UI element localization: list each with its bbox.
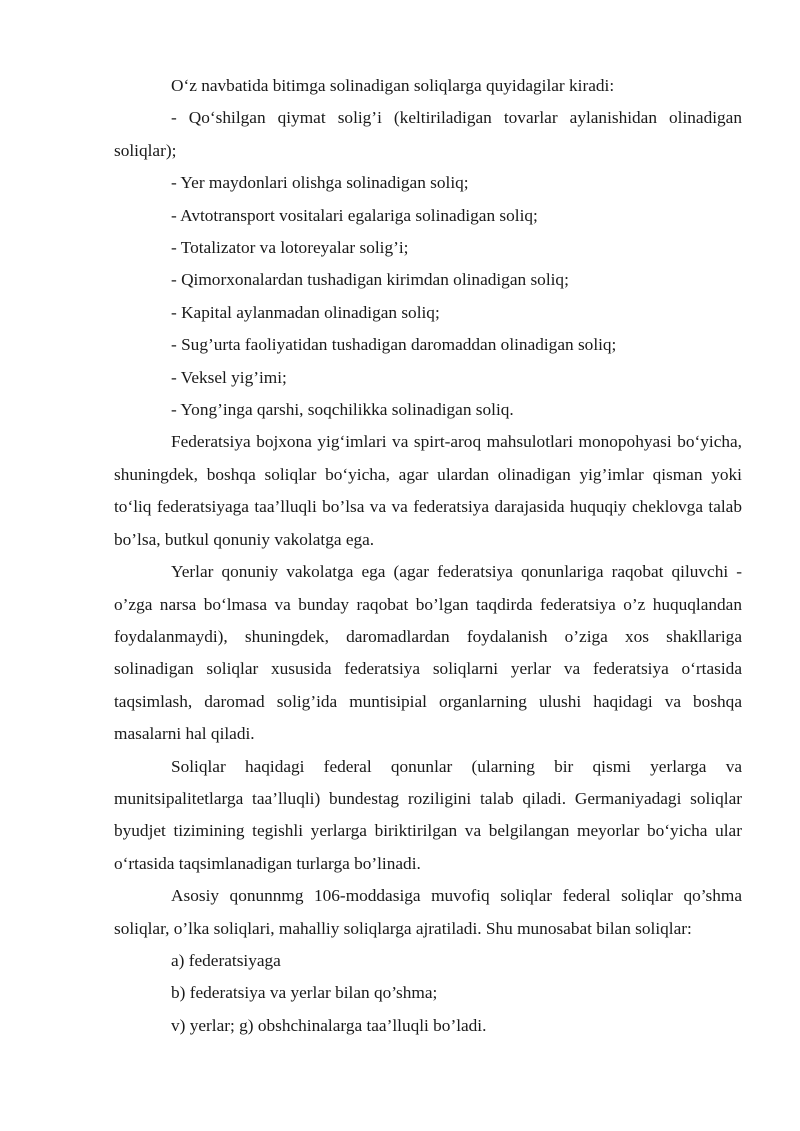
list-item: - Veksel yig’imi; xyxy=(171,367,287,387)
list-item: - Totalizator va lotoreyalar solig’i; xyxy=(171,238,409,258)
list-item: v) yerlar; g) obshchinalarga taa’lluqli bo’ladi. xyxy=(171,1015,487,1035)
body-paragraph: Asosiy qonunnmg 106-moddasiga muvofiq soliqlar federal soliqlar qo’shma soliqlar, o’lka soliqlari, mahalliy soliqlarga ajratiladi. Shu munosabat bilan soliqlar: xyxy=(114,886,742,938)
list-item: - Qimorxonalardan tushadigan kirimdan olinadigan soliq; xyxy=(171,270,569,290)
body-paragraph: Yerlar qonuniy vakolatga ega (agar federatsiya qonunlariga raqobat qiluvchi - o’zga narsa bo‘lmasa va bunday raqobat bo’lgan taqdirda federatsiya o’z huquqlandan foydalanmaydi), shuningdek, daromadlardan foydalanish o’ziga xos shakllariga solinadigan soliqlar xususida federatsiya soliqlarni yerlar va federatsiya o‘rtasida taqsimlash, daromad solig’ida muntisipial organlarning ulushi haqidagi va boshqa masalarni hal qiladi. xyxy=(114,562,742,744)
list-item: - Qo‘shilgan qiymat solig’i (keltiriladigan tovarlar aylanishidan olinadigan soliqlar); xyxy=(114,108,742,160)
intro-paragraph: O‘z navbatida bitimga solinadigan soliqlarga quyidagilar kiradi: xyxy=(171,76,615,95)
list-item: a) federatsiyaga xyxy=(171,950,281,970)
body-paragraph: Federatsiya bojxona yig‘imlari va spirt-aroq mahsulotlari monopohyasi bo‘yicha, shuningdek, boshqa soliqlar bo‘yicha, agar ulardan olinadigan yig’imlar qisman yoki to‘liq federatsiyaga taa’lluqli bo’lsa va va federatsiya darajasida huquqiy cheklovga talab bo’lsa, butkul qonuniy vakolatga ega. xyxy=(114,432,742,549)
list-item: b) federatsiya va yerlar bilan qo’shma; xyxy=(171,983,438,1003)
list-item: - Sug’urta faoliyatidan tushadigan daromaddan olinadigan soliq; xyxy=(171,335,617,355)
document-page xyxy=(114,70,742,1042)
list-item: - Yong’inga qarshi, soqchilikka solinadigan soliq. xyxy=(171,400,514,420)
list-item: - Yer maydonlari olishga solinadigan soliq; xyxy=(171,173,469,193)
list-item: - Kapital aylanmadan olinadigan soliq; xyxy=(171,302,440,322)
body-paragraph: Soliqlar haqidagi federal qonunlar (ularning bir qismi yerlarga va munitsipalitetlarga taa’lluqli) bundestag roziligini talab qiladi. Germaniyadagi soliqlar byudjet tizimining tegishli yerlarga biriktirilgan va belgilangan meyorlar bo‘yicha ular o‘rtasida taqsimlanadigan turlarga bo’linadi. xyxy=(114,756,742,873)
list-item: - Avtotransport vositalari egalariga solinadigan soliq; xyxy=(171,205,538,225)
